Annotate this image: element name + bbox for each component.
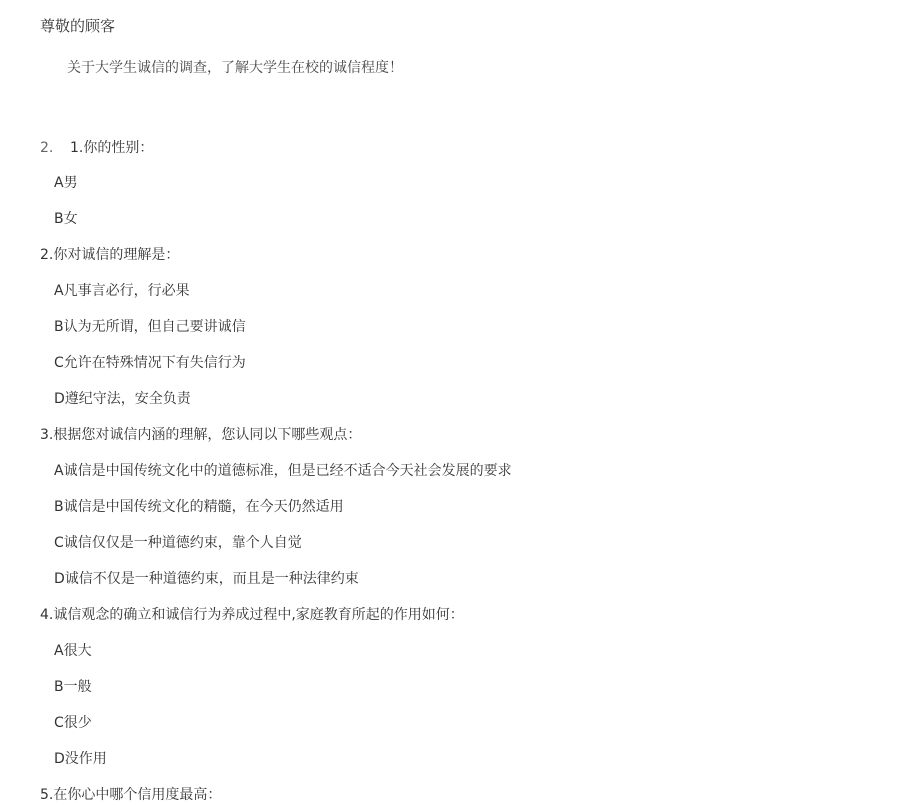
question-1 [40, 138, 153, 158]
question-5: 5.在你心中哪个信用度最高： [40, 787, 222, 803]
list-number: 2. [40, 140, 54, 156]
question-4-option-a: A很大 [54, 643, 92, 659]
question-2: 2.你对诚信的理解是： [40, 247, 180, 263]
question-text: 1.你的性别： [70, 140, 154, 156]
question-2-option-a: A凡事言必行，行必果 [54, 283, 190, 299]
question-3: 3.根据您对诚信内涵的理解，您认同以下哪些观点： [40, 427, 362, 443]
question-4-option-c: C很少 [54, 715, 92, 731]
question-3-option-d: D诚信不仅是一种道德约束，而且是一种法律约束 [54, 571, 359, 587]
question-2-option-c: C允许在特殊情况下有失信行为 [54, 355, 246, 371]
question-1-option-a: A男 [54, 175, 78, 191]
question-4: 4.诚信观念的确立和诚信行为养成过程中,家庭教育所起的作用如何： [40, 607, 464, 623]
intro-paragraph: 关于大学生诚信的调查，了解大学生在校的诚信程度！ [67, 60, 403, 76]
question-4-option-b: B一般 [54, 679, 92, 695]
question-3-option-c: C诚信仅仅是一种道德约束，靠个人自觉 [54, 535, 302, 551]
question-2-option-d: D遵纪守法，安全负责 [54, 391, 191, 407]
greeting-heading: 尊敬的顾客 [40, 17, 116, 35]
question-1-option-b: B女 [54, 211, 78, 227]
question-3-option-b: B诚信是中国传统文化的精髓，在今天仍然适用 [54, 499, 344, 515]
question-4-option-d: D没作用 [54, 751, 107, 767]
question-3-option-a: A诚信是中国传统文化中的道德标准，但是已经不适合今天社会发展的要求 [54, 463, 512, 479]
question-2-option-b: B认为无所谓，但自己要讲诚信 [54, 319, 246, 335]
